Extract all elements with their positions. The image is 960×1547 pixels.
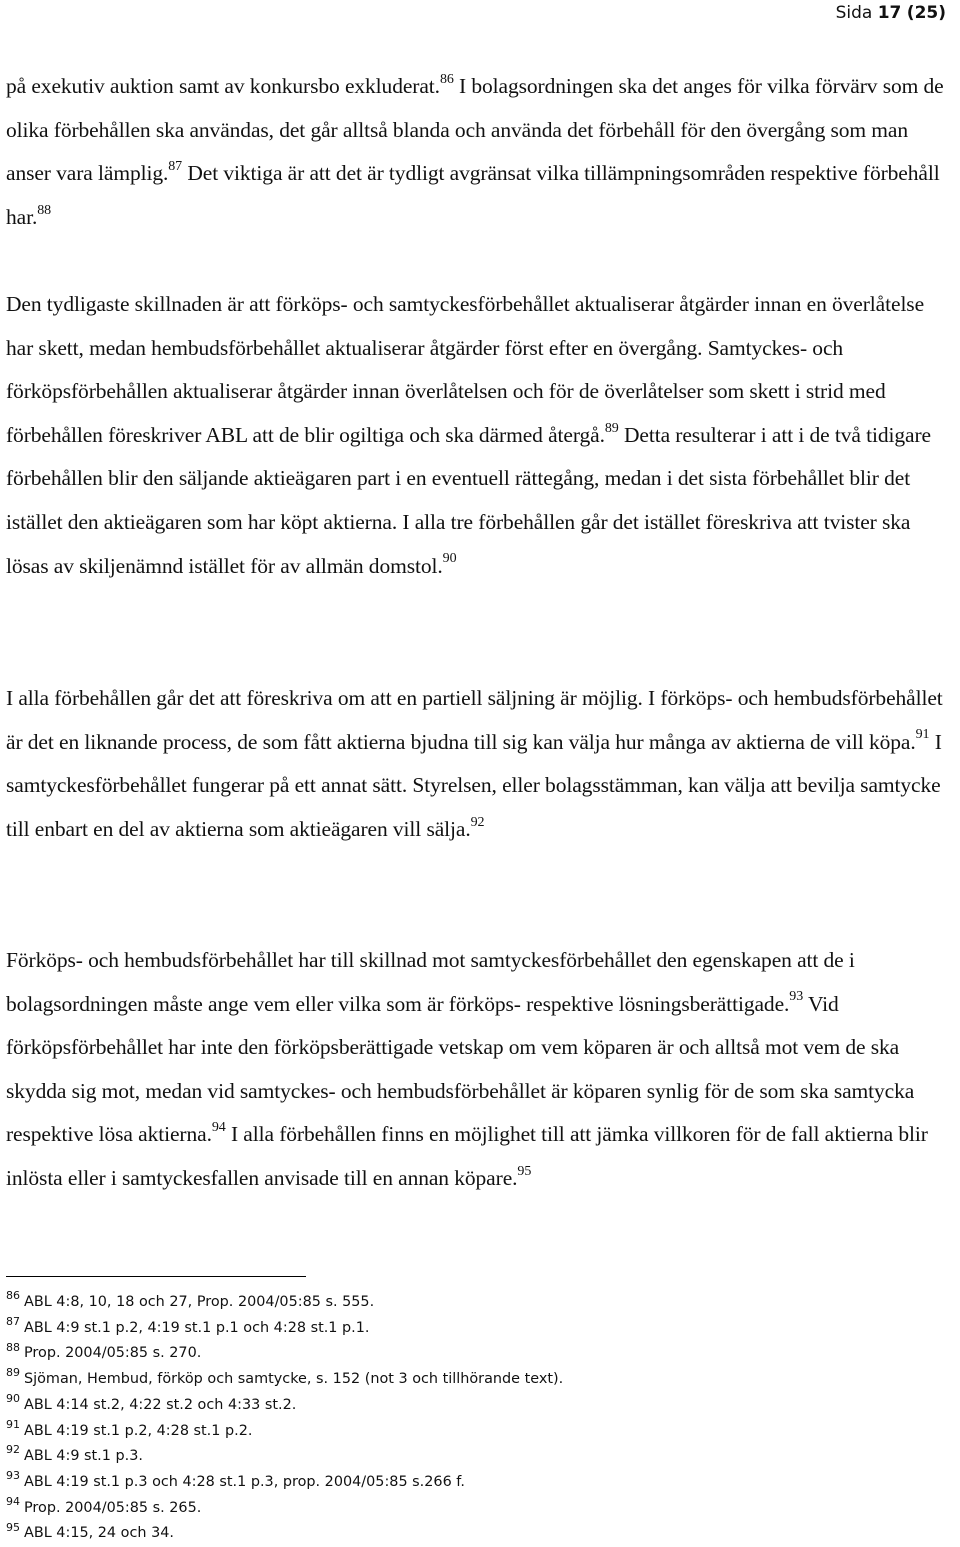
footnote-92: [6, 1444, 946, 1470]
footnote-marker[interactable]: 93: [789, 989, 804, 1005]
paragraph-4: [6, 939, 954, 1201]
footnote-marker[interactable]: 92: [470, 814, 485, 830]
paragraph-text: Vid förköpsförbehållet har inte den förköpsberättigade vetskap om vem köparen är och alltså mot vem de ska skydda sig mot, medan vid samtyckes- och hembudsförbehållet är köparen synlig för de som ska samtycka respektive lösa aktierna.: [6, 991, 915, 1147]
paragraph-text: Det viktiga är att det är tydligt avgränsat vilka tillämpningsområden respektive förbehåll har.: [6, 161, 940, 229]
footnote-text: Prop. 2004/05:85 s. 265.: [24, 1499, 202, 1516]
footnote-number: 89: [6, 1366, 20, 1380]
footnote-91: [6, 1419, 946, 1445]
paragraph-1: [6, 65, 954, 239]
footnote-88: [6, 1341, 946, 1367]
paragraph-3: [6, 677, 954, 851]
footnote-marker[interactable]: 87: [168, 159, 183, 175]
page-label: Sida: [835, 3, 873, 23]
paragraph-text: I bolagsordningen ska det anges för vilka förvärv som de olika förbehållen ska användas, det går alltså blanda och använda det förbehåll för den övergång som man anser vara lämplig.: [6, 74, 944, 186]
footnote-number: 91: [6, 1417, 20, 1431]
footnote-89: [6, 1367, 946, 1393]
paragraph-text: Detta resulterar i att i de två tidigare förbehållen blir den säljande aktieägaren part i en eventuell rättegång, medan i det sista förbehållet blir det istället den aktieägaren som har köpt aktierna. I alla tre förbehållen går det istället föreskriva att tvister ska lösas av skiljenämnd istället för av allmän domstol.: [6, 422, 931, 578]
footnote-93: [6, 1470, 946, 1496]
paragraph-text: I alla förbehållen går det att föreskriva om att en partiell säljning är möjlig. I förköps- och hembudsförbehållet är det en liknande process, de som fått aktierna bjudna till sig kan välja hur många av aktierna de vill köpa.: [6, 686, 943, 754]
footnote-marker[interactable]: 89: [604, 420, 619, 436]
footnote-text: ABL 4:19 st.1 p.2, 4:28 st.1 p.2.: [24, 1422, 253, 1439]
footnote-number: 87: [6, 1314, 20, 1328]
footnote-number: 95: [6, 1520, 20, 1534]
footnote-marker[interactable]: 91: [915, 727, 930, 743]
footnote-number: 86: [6, 1289, 20, 1303]
footnote-94: [6, 1496, 946, 1522]
footnote-95: [6, 1521, 946, 1547]
paragraph-text: Förköps- och hembudsförbehållet har till skillnad mot samtyckesförbehållet den egenskapen att de i bolagsordningen måste ange vem eller vilka som är förköps- respektive lösningsberättigade.: [6, 948, 855, 1016]
page-number: 17: [877, 3, 902, 23]
footnote-text: ABL 4:14 st.2, 4:22 st.2 och 4:33 st.2.: [24, 1396, 297, 1413]
page-total: (25): [906, 3, 946, 23]
footnote-number: 94: [6, 1494, 20, 1508]
footnote-text: ABL 4:19 st.1 p.3 och 4:28 st.1 p.3, prop. 2004/05:85 s.266 f.: [24, 1473, 465, 1490]
footnote-text: ABL 4:15, 24 och 34.: [24, 1525, 174, 1542]
footnote-marker[interactable]: 95: [517, 1163, 532, 1179]
footnote-90: [6, 1393, 946, 1419]
footnote-separator: [6, 1276, 306, 1277]
footnote-marker[interactable]: 90: [442, 551, 457, 567]
footnote-marker[interactable]: 94: [211, 1120, 226, 1136]
footnote-list: [6, 1290, 946, 1547]
footnote-text: Prop. 2004/05:85 s. 270.: [24, 1345, 202, 1362]
footnote-text: ABL 4:9 st.1 p.2, 4:19 st.1 p.1 och 4:28 st.1 p.1.: [24, 1319, 370, 1336]
footnote-number: 90: [6, 1392, 20, 1406]
footnote-marker[interactable]: 88: [37, 202, 52, 218]
footnote-number: 92: [6, 1443, 20, 1457]
footnote-text: ABL 4:8, 10, 18 och 27, Prop. 2004/05:85 s. 555.: [24, 1294, 375, 1310]
paragraph-text: på exekutiv auktion samt av konkursbo exkluderat.: [6, 74, 440, 98]
footnote-number: 88: [6, 1340, 20, 1354]
footnote-text: ABL 4:9 st.1 p.3.: [24, 1448, 143, 1465]
paragraph-text: I alla förbehållen finns en möjlighet till att jämka villkoren för de fall aktierna blir inlösta eller i samtyckesfallen anvisade till en annan köpare.: [6, 1122, 928, 1190]
footnote-86: [6, 1290, 946, 1316]
footnote-text: Sjöman, Hembud, förköp och samtycke, s. 152 (not 3 och tillhörande text).: [24, 1371, 564, 1388]
footnote-87: [6, 1316, 946, 1342]
paragraph-text: Den tydligaste skillnaden är att förköps- och samtyckesförbehållet aktualiserar åtgärder innan en överlåtelse har skett, medan hembudsförbehållet aktualiserar åtgärder först efter en övergång. Samtyckes- och förköpsförbehållen aktualiserar åtgärder innan överlåtelsen och för de överlåtelser som skett i strid med förbehållen föreskriver ABL att de blir ogiltiga och ska därmed återgå.: [6, 292, 925, 447]
paragraph-text: I samtyckesförbehållet fungerar på ett annat sätt. Styrelsen, eller bolagsstämman, kan välja att bevilja samtycke till enbart en del av aktierna som aktieägaren vill sälja.: [6, 729, 942, 841]
paragraph-2: [6, 283, 954, 588]
page-number-header: [836, 3, 946, 23]
footnote-number: 93: [6, 1469, 20, 1483]
footnote-marker[interactable]: 86: [439, 71, 454, 87]
